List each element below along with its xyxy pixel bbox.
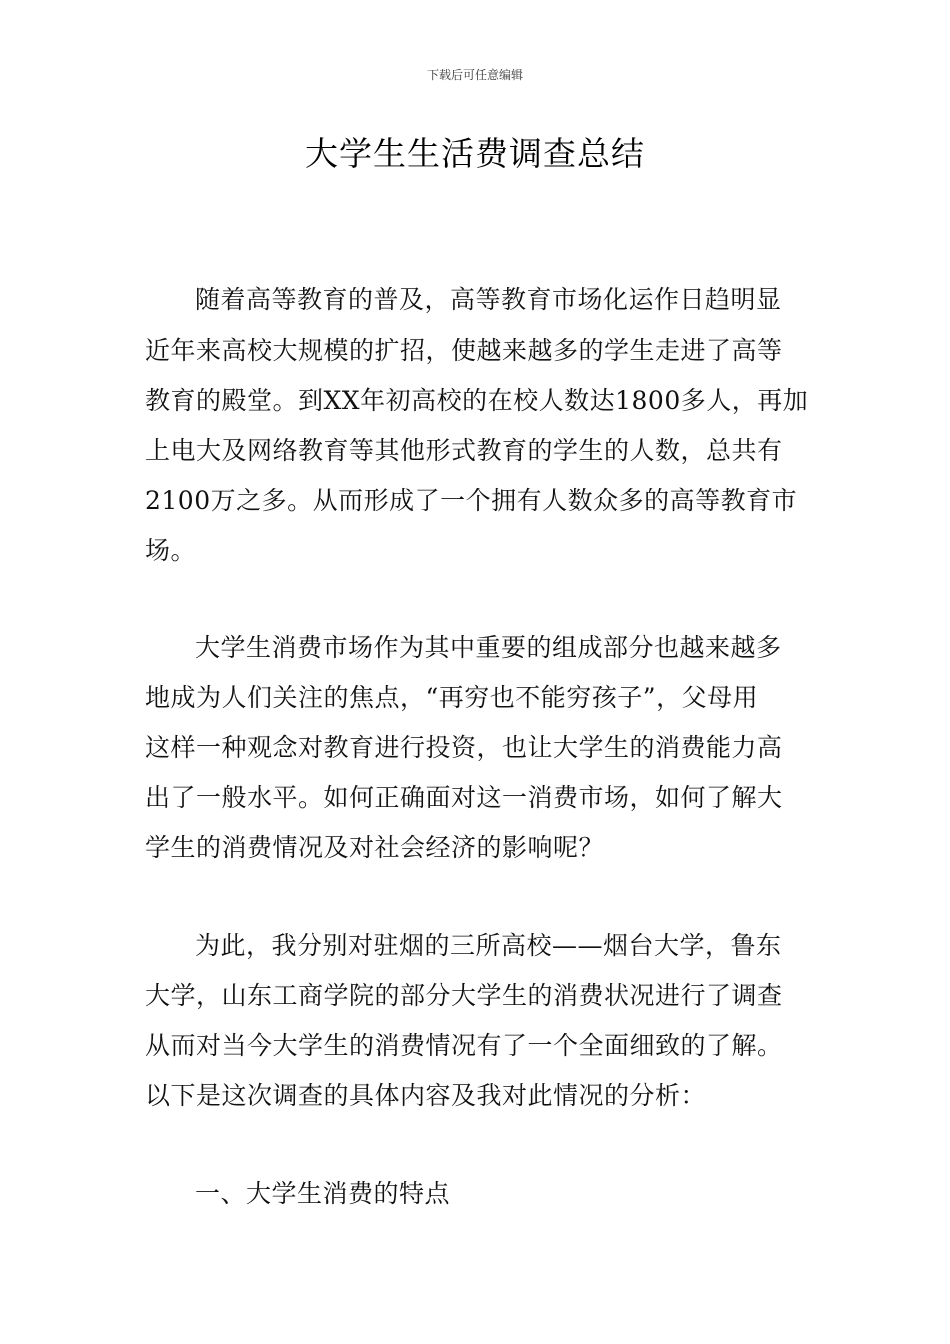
paragraph-1-line-5: 2100万之多。从而形成了一个拥有人数众多的高等教育市 [145,486,798,515]
paragraph-3-line-1: 为此，我分别对驻烟的三所高校——烟台大学，鲁东 [195,931,782,960]
paragraph-1-line-4: 上电大及网络教育等其他形式教育的学生的人数，总共有 [145,436,783,465]
header-note: 下载后可任意编辑 [426,68,523,82]
document-title: 大学生生活费调查总结 [305,134,645,173]
paragraph-2-line-1: 大学生消费市场作为其中重要的组成部分也越来越多 [195,633,782,662]
section-heading: 一、大学生消费的特点 [195,1179,451,1208]
paragraph-1-line-2: 近年来高校大规模的扩招，使越来越多的学生走进了高等 [145,336,783,365]
paragraph-2-line-3: 这样一种观念对教育进行投资，也让大学生的消费能力高 [145,733,783,762]
paragraph-1-line-6: 场。 [145,536,197,565]
paragraph-2-line-4: 出了一般水平。如何正确面对这一消费市场，如何了解大 [145,783,783,812]
paragraph-3-line-3: 从而对当今大学生的消费情况有了一个全面细致的了解。 [145,1031,783,1060]
paragraph-1-line-3: 教育的殿堂。到XX年初高校的在校人数达1800多人，再加 [145,386,809,415]
paragraph-2-line-2: 地成为人们关注的焦点，“再穷也不能穷孩子”，父母用 [145,683,759,712]
paragraph-3-line-4: 以下是这次调查的具体内容及我对此情况的分析： [145,1081,707,1110]
paragraph-2-line-5: 学生的消费情况及对社会经济的影响呢？ [145,833,605,862]
paragraph-1-line-1: 随着高等教育的普及，高等教育市场化运作日趋明显 [195,285,782,314]
paragraph-3-line-2: 大学，山东工商学院的部分大学生的消费状况进行了调查 [145,981,783,1010]
